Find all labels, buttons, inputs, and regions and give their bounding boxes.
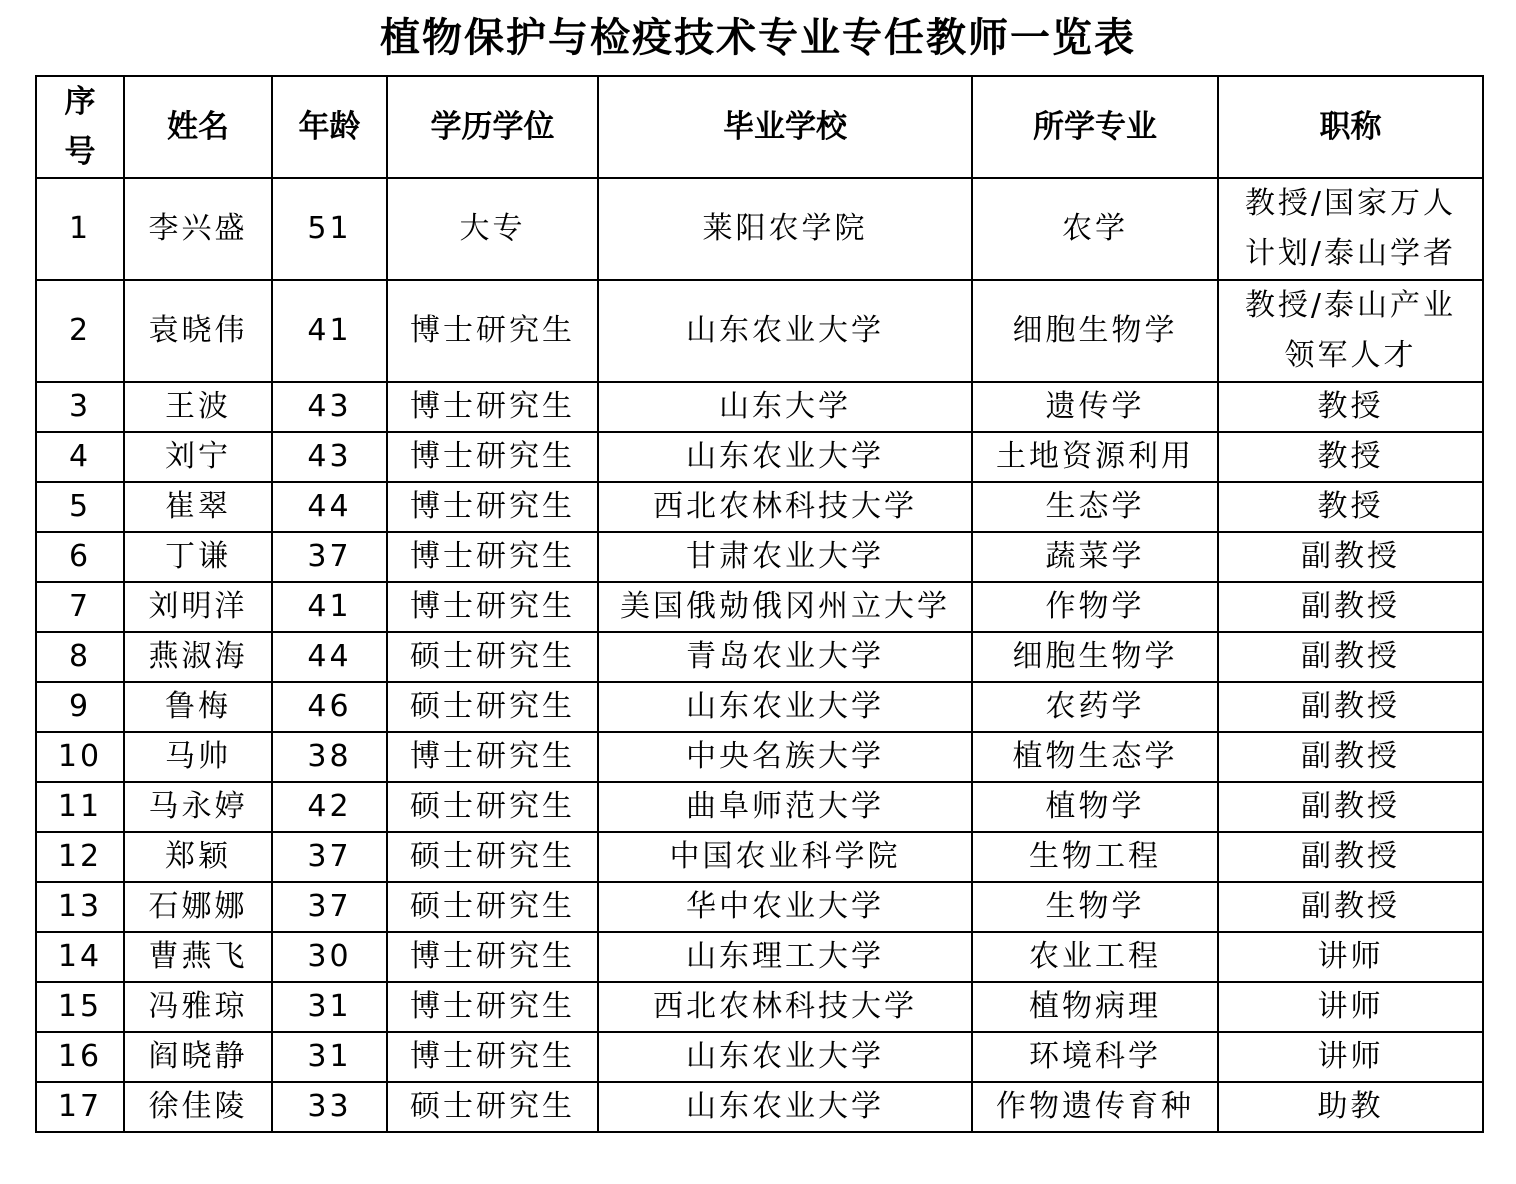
cell-age: 38 (272, 732, 387, 782)
cell-school: 甘肃农业大学 (598, 532, 972, 582)
cell-no: 14 (36, 932, 124, 982)
cell-school: 山东农业大学 (598, 682, 972, 732)
cell-no: 6 (36, 532, 124, 582)
cell-age: 41 (272, 280, 387, 382)
cell-name: 郑颖 (124, 832, 272, 882)
cell-name: 王波 (124, 382, 272, 432)
cell-title: 讲师 (1218, 932, 1483, 982)
table-header-row (36, 76, 1483, 178)
cell-no: 9 (36, 682, 124, 732)
cell-major: 农业工程 (972, 932, 1218, 982)
cell-no: 12 (36, 832, 124, 882)
cell-name: 徐佳陵 (124, 1082, 272, 1132)
teacher-table (35, 75, 1484, 1133)
cell-title: 副教授 (1218, 632, 1483, 682)
cell-degree: 硕士研究生 (387, 682, 598, 732)
cell-age: 44 (272, 482, 387, 532)
cell-no: 16 (36, 1032, 124, 1082)
cell-age: 37 (272, 532, 387, 582)
cell-name: 丁谦 (124, 532, 272, 582)
table-row (36, 1032, 1483, 1082)
cell-age: 37 (272, 882, 387, 932)
cell-no: 13 (36, 882, 124, 932)
cell-age: 30 (272, 932, 387, 982)
cell-major: 细胞生物学 (972, 280, 1218, 382)
cell-degree: 硕士研究生 (387, 1082, 598, 1132)
cell-title: 副教授 (1218, 882, 1483, 932)
cell-school: 曲阜师范大学 (598, 782, 972, 832)
cell-school: 西北农林科技大学 (598, 482, 972, 532)
table-row (36, 932, 1483, 982)
cell-school: 山东农业大学 (598, 1082, 972, 1132)
cell-no: 7 (36, 582, 124, 632)
cell-degree: 硕士研究生 (387, 632, 598, 682)
cell-age: 31 (272, 1032, 387, 1082)
cell-title: 讲师 (1218, 1032, 1483, 1082)
cell-name: 燕淑海 (124, 632, 272, 682)
cell-major: 生态学 (972, 482, 1218, 532)
cell-major: 植物病理 (972, 982, 1218, 1032)
cell-title: 教授/国家万人计划/泰山学者 (1218, 178, 1483, 280)
cell-title: 讲师 (1218, 982, 1483, 1032)
table-row (36, 882, 1483, 932)
cell-school: 中国农业科学院 (598, 832, 972, 882)
cell-school: 山东农业大学 (598, 280, 972, 382)
cell-age: 33 (272, 1082, 387, 1132)
cell-degree: 博士研究生 (387, 280, 598, 382)
cell-no: 8 (36, 632, 124, 682)
cell-major: 遗传学 (972, 382, 1218, 432)
cell-age: 43 (272, 432, 387, 482)
cell-degree: 硕士研究生 (387, 832, 598, 882)
cell-no: 17 (36, 1082, 124, 1132)
cell-degree: 博士研究生 (387, 1032, 598, 1082)
cell-name: 刘宁 (124, 432, 272, 482)
cell-major: 生物工程 (972, 832, 1218, 882)
column-header-school: 毕业学校 (598, 76, 972, 178)
table-row (36, 832, 1483, 882)
cell-school: 山东大学 (598, 382, 972, 432)
cell-major: 植物学 (972, 782, 1218, 832)
page-title: 植物保护与检疫技术专业专任教师一览表 (380, 14, 1136, 61)
cell-major: 植物生态学 (972, 732, 1218, 782)
table-row (36, 432, 1483, 482)
cell-no: 10 (36, 732, 124, 782)
cell-name: 崔翠 (124, 482, 272, 532)
table-row (36, 682, 1483, 732)
cell-no: 3 (36, 382, 124, 432)
cell-age: 51 (272, 178, 387, 280)
table-row (36, 382, 1483, 432)
table-row (36, 280, 1483, 382)
cell-degree: 博士研究生 (387, 482, 598, 532)
cell-school: 青岛农业大学 (598, 632, 972, 682)
cell-name: 阎晓静 (124, 1032, 272, 1082)
cell-no: 1 (36, 178, 124, 280)
table-row (36, 632, 1483, 682)
cell-degree: 博士研究生 (387, 582, 598, 632)
cell-title: 副教授 (1218, 782, 1483, 832)
cell-no: 2 (36, 280, 124, 382)
cell-school: 华中农业大学 (598, 882, 972, 932)
cell-age: 43 (272, 382, 387, 432)
cell-degree: 硕士研究生 (387, 882, 598, 932)
cell-major: 细胞生物学 (972, 632, 1218, 682)
cell-school: 西北农林科技大学 (598, 982, 972, 1032)
cell-school: 山东农业大学 (598, 432, 972, 482)
cell-major: 农学 (972, 178, 1218, 280)
cell-no: 4 (36, 432, 124, 482)
cell-title: 教授 (1218, 382, 1483, 432)
cell-age: 46 (272, 682, 387, 732)
cell-degree: 博士研究生 (387, 532, 598, 582)
cell-school: 中央名族大学 (598, 732, 972, 782)
cell-title: 助教 (1218, 1082, 1483, 1132)
column-header-no: 序号 (36, 76, 124, 178)
cell-major: 农药学 (972, 682, 1218, 732)
cell-no: 5 (36, 482, 124, 532)
cell-age: 44 (272, 632, 387, 682)
table-row (36, 982, 1483, 1032)
cell-major: 环境科学 (972, 1032, 1218, 1082)
cell-name: 李兴盛 (124, 178, 272, 280)
cell-age: 37 (272, 832, 387, 882)
cell-title: 教授/泰山产业领军人才 (1218, 280, 1483, 382)
cell-name: 曹燕飞 (124, 932, 272, 982)
table-row (36, 532, 1483, 582)
table-row (36, 782, 1483, 832)
cell-title: 副教授 (1218, 832, 1483, 882)
cell-title: 副教授 (1218, 582, 1483, 632)
cell-degree: 大专 (387, 178, 598, 280)
cell-name: 石娜娜 (124, 882, 272, 932)
column-header-major: 所学专业 (972, 76, 1218, 178)
cell-degree: 硕士研究生 (387, 782, 598, 832)
table-row (36, 178, 1483, 280)
cell-school: 莱阳农学院 (598, 178, 972, 280)
column-header-age: 年龄 (272, 76, 387, 178)
cell-title: 副教授 (1218, 532, 1483, 582)
table-row (36, 732, 1483, 782)
column-header-title: 职称 (1218, 76, 1483, 178)
table-row (36, 582, 1483, 632)
cell-name: 鲁梅 (124, 682, 272, 732)
table-row (36, 1082, 1483, 1132)
cell-name: 袁晓伟 (124, 280, 272, 382)
table-row (36, 482, 1483, 532)
column-header-degree: 学历学位 (387, 76, 598, 178)
cell-title: 副教授 (1218, 682, 1483, 732)
cell-school: 美国俄勀俄冈州立大学 (598, 582, 972, 632)
cell-title: 副教授 (1218, 732, 1483, 782)
cell-degree: 博士研究生 (387, 982, 598, 1032)
cell-title: 教授 (1218, 432, 1483, 482)
cell-school: 山东农业大学 (598, 1032, 972, 1082)
cell-major: 土地资源利用 (972, 432, 1218, 482)
cell-degree: 博士研究生 (387, 382, 598, 432)
cell-no: 15 (36, 982, 124, 1032)
cell-degree: 博士研究生 (387, 932, 598, 982)
cell-major: 作物遗传育种 (972, 1082, 1218, 1132)
cell-title: 教授 (1218, 482, 1483, 532)
cell-name: 马永婷 (124, 782, 272, 832)
cell-name: 刘明洋 (124, 582, 272, 632)
cell-age: 42 (272, 782, 387, 832)
cell-degree: 博士研究生 (387, 732, 598, 782)
cell-age: 31 (272, 982, 387, 1032)
cell-school: 山东理工大学 (598, 932, 972, 982)
cell-name: 冯雅琼 (124, 982, 272, 1032)
column-header-name: 姓名 (124, 76, 272, 178)
cell-major: 作物学 (972, 582, 1218, 632)
cell-major: 蔬菜学 (972, 532, 1218, 582)
cell-degree: 博士研究生 (387, 432, 598, 482)
cell-no: 11 (36, 782, 124, 832)
cell-major: 生物学 (972, 882, 1218, 932)
cell-age: 41 (272, 582, 387, 632)
cell-name: 马帅 (124, 732, 272, 782)
